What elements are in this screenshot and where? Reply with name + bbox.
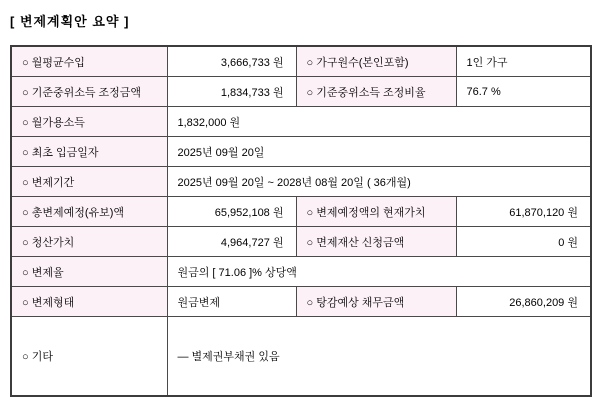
first-deposit-date-value: 2025년 09월 20일 xyxy=(167,137,591,167)
etc-label: ○ 기타 xyxy=(11,317,167,397)
table-row xyxy=(11,137,591,167)
total-expected-repayment-label: ○ 총변제예정(유보)액 xyxy=(11,197,167,227)
table-row xyxy=(11,77,591,107)
monthly-disposable-income-value: 1,832,000 원 xyxy=(167,107,591,137)
liquidation-value-label: ○ 청산가치 xyxy=(11,227,167,257)
etc-value: — 별제권부채권 있음 xyxy=(167,317,591,397)
repayment-present-value-label: ○ 변제예정액의 현재가치 xyxy=(296,197,456,227)
table-row xyxy=(11,227,591,257)
repayment-period-value: 2025년 09월 20일 ~ 2028년 08월 20일 ( 36개월) xyxy=(167,167,591,197)
median-income-adjustment-ratio-value: 76.7 % xyxy=(456,77,591,107)
monthly-disposable-income-label: ○ 월가용소득 xyxy=(11,107,167,137)
household-members-label: ○ 가구원수(본인포함) xyxy=(296,46,456,77)
median-income-adjustment-ratio-label: ○ 기준중위소득 조정비율 xyxy=(296,77,456,107)
table-row xyxy=(11,317,591,397)
table-row xyxy=(11,257,591,287)
page-title: [ 변제계획안 요약 ] xyxy=(10,14,130,29)
household-members-value: 1인 가구 xyxy=(456,46,591,77)
table-row xyxy=(11,107,591,137)
total-expected-repayment-value: 65,952,108 원 xyxy=(167,197,296,227)
expected-written-off-debt-value: 26,860,209 원 xyxy=(456,287,591,317)
expected-written-off-debt-label: ○ 탕감예상 채무금액 xyxy=(296,287,456,317)
median-income-adjustment-amount-label: ○ 기준중위소득 조정금액 xyxy=(11,77,167,107)
repayment-present-value-value: 61,870,120 원 xyxy=(456,197,591,227)
liquidation-value-value: 4,964,727 원 xyxy=(167,227,296,257)
table-row xyxy=(11,287,591,317)
repayment-type-label: ○ 변제형태 xyxy=(11,287,167,317)
repayment-period-label: ○ 변제기간 xyxy=(11,167,167,197)
monthly-average-income-label: ○ 월평균수입 xyxy=(11,46,167,77)
median-income-adjustment-amount-value: 1,834,733 원 xyxy=(167,77,296,107)
repayment-type-value: 원금변제 xyxy=(167,287,296,317)
monthly-average-income-value: 3,666,733 원 xyxy=(167,46,296,77)
table-row xyxy=(11,197,591,227)
repayment-summary-table xyxy=(10,45,592,397)
exempt-property-amount-value: 0 원 xyxy=(456,227,591,257)
table-row xyxy=(11,167,591,197)
repayment-rate-label: ○ 변제율 xyxy=(11,257,167,287)
table-row xyxy=(11,46,591,77)
repayment-rate-value: 원금의 [ 71.06 ]% 상당액 xyxy=(167,257,591,287)
exempt-property-amount-label: ○ 면제재산 신청금액 xyxy=(296,227,456,257)
first-deposit-date-label: ○ 최초 입금일자 xyxy=(11,137,167,167)
